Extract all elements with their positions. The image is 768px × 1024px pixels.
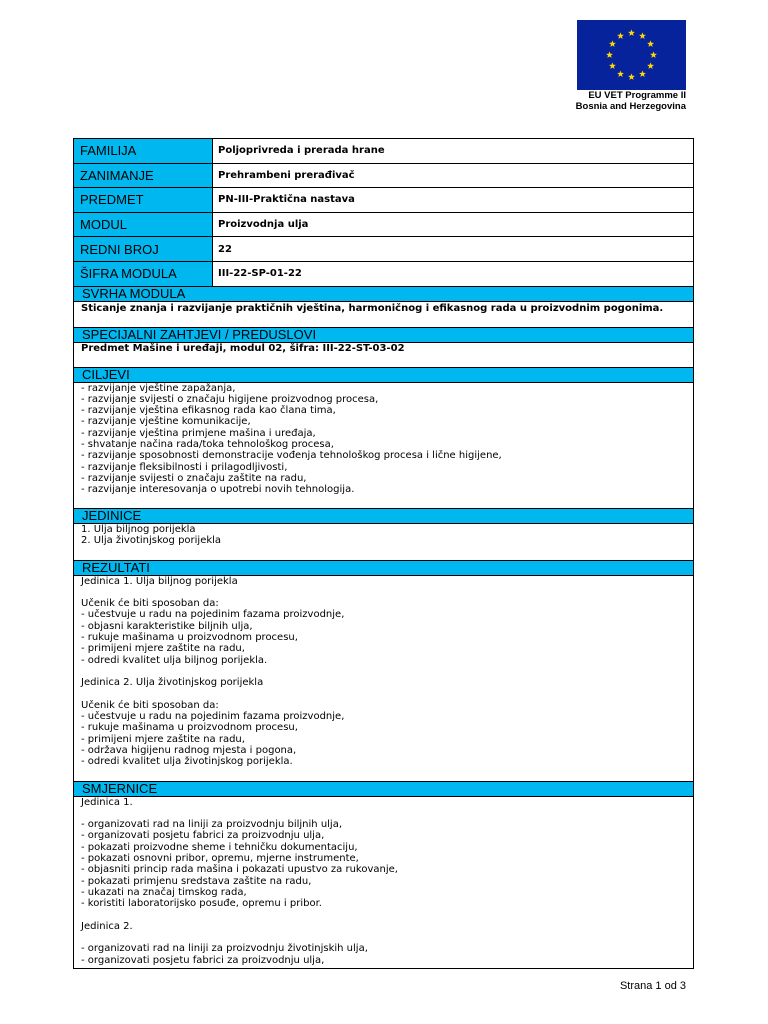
- info-value: Proizvodnja ulja: [218, 219, 309, 231]
- star-icon: [606, 51, 613, 58]
- info-label: ŠIFRA MODULA: [74, 262, 213, 286]
- info-label: REDNI BROJ: [74, 237, 213, 261]
- section-body-svrha: Sticanje znanja i razvijanje praktičnih vještina, harmoničnog i efikasnog rada u proizvodnim pogonima.: [73, 301, 694, 327]
- info-value: III-22-SP-01-22: [218, 268, 302, 280]
- info-row-sifra-modula: [73, 261, 694, 286]
- module-document: [73, 138, 694, 969]
- info-row-familija: [73, 138, 694, 163]
- star-icon: [609, 40, 616, 47]
- star-icon: [647, 40, 654, 47]
- section-title-zahtjevi: SPECIJALNI ZAHTJEVI / PREDUSLOVI: [73, 327, 694, 342]
- info-value: Poljoprivreda i prerada hrane: [218, 145, 385, 157]
- eu-flag-logo: [577, 20, 686, 90]
- star-icon: [639, 70, 646, 77]
- eu-programme-line1: EU VET Programme II: [588, 90, 686, 101]
- info-label: ZANIMANJE: [74, 164, 213, 188]
- info-label: PREDMET: [74, 188, 213, 212]
- star-icon: [628, 73, 635, 80]
- section-title-smjernice: SMJERNICE: [73, 781, 694, 796]
- info-row-zanimanje: [73, 163, 694, 188]
- section-body-jedinice: 1. Ulja biljnog porijekla 2. Ulja životinjskog porijekla: [73, 523, 694, 560]
- section-body-zahtjevi: Predmet Mašine i uređaji, modul 02, šifra: III-22-ST-03-02: [73, 342, 694, 367]
- star-icon: [617, 70, 624, 77]
- page-number: Strana 1 od 3: [619, 980, 686, 992]
- info-row-predmet: [73, 187, 694, 212]
- star-icon: [609, 62, 616, 69]
- section-body-ciljevi: - razvijanje vještine zapažanja, - razvijanje svijesti o značaju higijene proizvodnog procesa, - razvijanje vještina efikasnog rada kao člana tima, - razvijanje vještine komunikacije, - razvijanje vještina primjene mašina i uređaja, - shvatanje načina rada/toka tehnološkog procesa, - razvijanje sposobnosti demonstracije vođenja tehnološkog procesa i lične higijene, - razvijanje fleksibilnosti i prilagodljivosti, - razvijanje svijesti o značaju zaštite na radu, - razvijanje interesovanja o upotrebi novih tehnologija.: [73, 382, 694, 508]
- star-icon: [647, 62, 654, 69]
- star-icon: [639, 32, 646, 39]
- section-body-smjernice: Jedinica 1. - organizovati rad na liniji za proizvodnju biljnih ulja, - organizovati posjetu fabrici za proizvodnju ulja, - pokazati proizvodne sheme i tehničku dokumentaciju, - pokazati osnovni pribor, opremu, mjerne instrumente, - objasniti princip rada mašina i pokazati upustvo za rukovanje, - pokazati primjenu sredstava zaštite na radu, - ukazati na značaj timskog rada, - koristiti laboratorijsko posuđe, opremu i pribor. Jedinica 2. - organizovati rad na liniji za proizvodnju životinjskih ulja, - organizovati posjetu fabrici za proizvodnju ulja,: [73, 796, 694, 969]
- star-icon: [617, 32, 624, 39]
- info-row-modul: [73, 212, 694, 237]
- eu-programme-line2: Bosnia and Herzegovina: [575, 101, 686, 112]
- info-value: PN-III-Praktična nastava: [218, 194, 355, 206]
- info-row-redni-broj: [73, 236, 694, 261]
- info-value: Prehrambeni prerađivač: [218, 169, 355, 181]
- star-icon: [628, 29, 635, 36]
- section-title-svrha: SVRHA MODULA: [73, 286, 694, 301]
- info-label: FAMILIJA: [74, 139, 213, 163]
- star-icon: [650, 51, 657, 58]
- section-body-rezultati: Jedinica 1. Ulja biljnog porijekla Učenik će biti sposoban da: - učestvuje u radu na pojedinim fazama proizvodnje, - objasni karakteristike biljnih ulja, - rukuje mašinama u proizvodnom procesu, - primijeni mjere zaštite na radu, - odredi kvalitet ulja biljnog porijekla. Jedinica 2. Ulja životinjskog porijekla Učenik će biti sposoban da: - učestvuje u radu na pojedinim fazama proizvodnje, - rukuje mašinama u proizvodnom procesu, - primijeni mjere zaštite na radu, - održava higijenu radnog mjesta i pogona, - odredi kvalitet ulja životinjskog porijekla.: [73, 575, 694, 781]
- section-title-rezultati: REZULTATI: [73, 560, 694, 575]
- eu-stars-icon: [577, 20, 686, 90]
- info-label: MODUL: [74, 213, 213, 237]
- section-title-ciljevi: CILJEVI: [73, 367, 694, 382]
- eu-programme-label: [576, 90, 686, 112]
- info-value: 22: [218, 243, 232, 255]
- section-title-jedinice: JEDINICE: [73, 508, 694, 523]
